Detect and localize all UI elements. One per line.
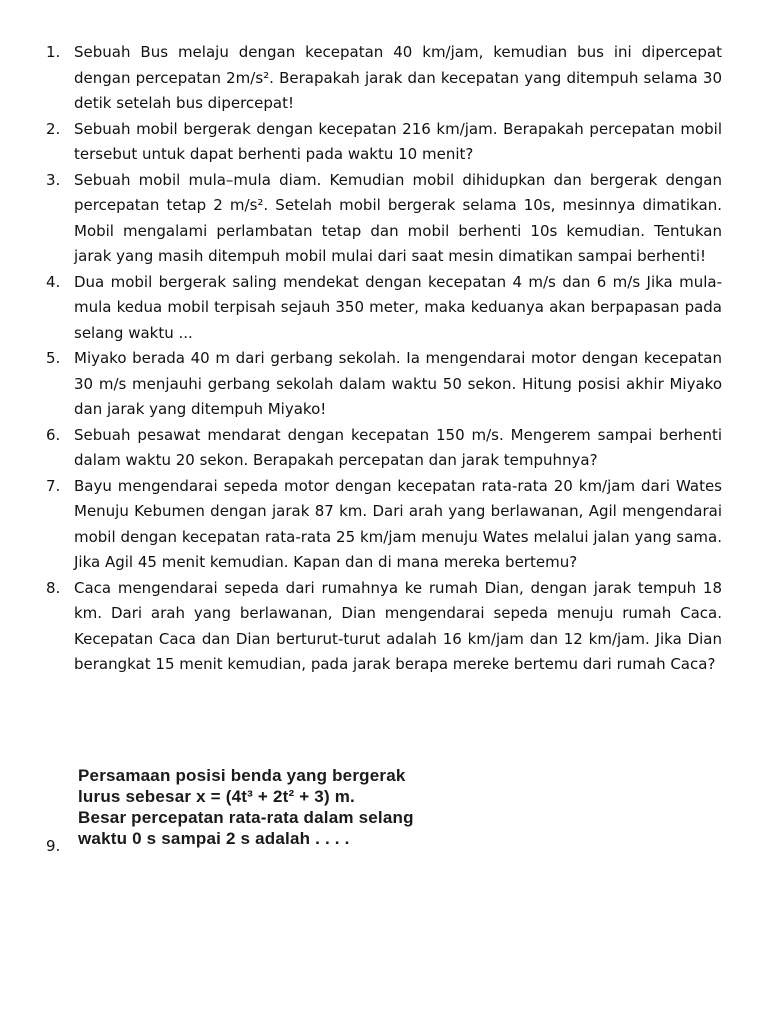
problem-item xyxy=(46,346,722,423)
problem-text: Sebuah pesawat mendarat dengan kecepatan 150 m/s. Mengerem sampai berhenti dalam waktu 20 sekon. Berapakah percepatan dan jarak tempuhnya? xyxy=(74,425,722,469)
scan-line-2 xyxy=(78,786,408,807)
scan-line-4: waktu 0 s sampai 2 s adalah . . . . xyxy=(78,829,350,848)
problem-item xyxy=(46,423,722,474)
problem-number: 4. xyxy=(46,272,61,291)
problem-list xyxy=(46,40,722,678)
problem-number: 3. xyxy=(46,170,61,189)
problem-number: 9. xyxy=(46,837,61,855)
problem-text: Caca mengendarai sepeda dari rumahnya ke rumah Dian, dengan jarak tempuh 18 km. Dari arah yang berlawanan, Dian mengendarai sepeda menuju rumah Caca. Kecepatan Caca dan Dian berturut-turut adalah 16 km/jam dan 12 km/jam. Jika Dian berangkat 15 menit kemudian, pada jarak berapa mereke bertemu dari rumah Caca? xyxy=(74,578,722,673)
problem-item xyxy=(46,40,722,117)
problem-text: Miyako berada 40 m dari gerbang sekolah. Ia mengendarai motor dengan kecepatan 30 m/s menjauhi gerbang sekolah dalam waktu 50 sekon. Hitung posisi akhir Miyako dan jarak yang ditempuh Miyako! xyxy=(74,349,722,418)
problem-number: 1. xyxy=(46,43,61,61)
problem-item xyxy=(46,168,722,270)
problem-text: Bayu mengendarai sepeda motor dengan kecepatan rata-rata 20 km/jam dari Wates Menuju Kebumen dengan jarak 87 km. Dari arah yang berlawanan, Agil mengendarai mobil dengan kecepatan rata-rata 25 km/jam menuju Wates melalui jalan yang sama. Jika Agil 45 menit kemudian. Kapan dan di mana mereka bertemu? xyxy=(74,476,722,571)
problem-number: 2. xyxy=(46,119,61,138)
problem-number: 7. xyxy=(46,476,61,495)
problem-item xyxy=(46,117,722,168)
problem-text: Dua mobil bergerak saling mendekat dengan kecepatan 4 m/s dan 6 m/s Jika mula-mula kedua mobil terpisah sejauh 350 meter, maka keduanya akan berpapasan pada selang waktu ... xyxy=(74,272,722,342)
position-equation: x = (4t³ + 2t² + 3) m. xyxy=(196,787,355,806)
problem-item-9 xyxy=(46,765,466,855)
scanned-question-image xyxy=(78,765,414,849)
scan-line-1: Persamaan posisi benda yang bergerak xyxy=(78,766,406,785)
problem-text: Sebuah mobil bergerak dengan kecepatan 216 km/jam. Berapakah percepatan mobil tersebut untuk dapat berhenti pada waktu 10 menit? xyxy=(74,119,722,163)
problem-item xyxy=(46,576,722,678)
problem-text: Sebuah mobil mula–mula diam. Kemudian mobil dihidupkan dan bergerak dengan percepatan tetap 2 m/s². Setelah mobil bergerak selama 10s, mesinnya dimatikan. Mobil mengalami perlambatan tetap dan mobil berhenti 10s kemudian. Tentukan jarak yang masih ditempuh mobil mulai dari saat mesin dimatikan sampai berhenti! xyxy=(74,170,722,265)
problem-item xyxy=(46,474,722,576)
scan-line-2-text: lurus sebesar xyxy=(78,787,192,806)
problem-number: 5. xyxy=(46,349,61,367)
problem-number: 6. xyxy=(46,425,61,444)
scan-line-3: Besar percepatan rata-rata dalam selang xyxy=(78,808,414,827)
problem-number: 8. xyxy=(46,578,61,597)
problem-item xyxy=(46,270,722,347)
problem-text: Sebuah Bus melaju dengan kecepatan 40 km/jam, kemudian bus ini dipercepat dengan percepatan 2m/s². Berapakah jarak dan kecepatan yang ditempuh selama 30 detik setelah bus dipercepat! xyxy=(74,43,722,112)
